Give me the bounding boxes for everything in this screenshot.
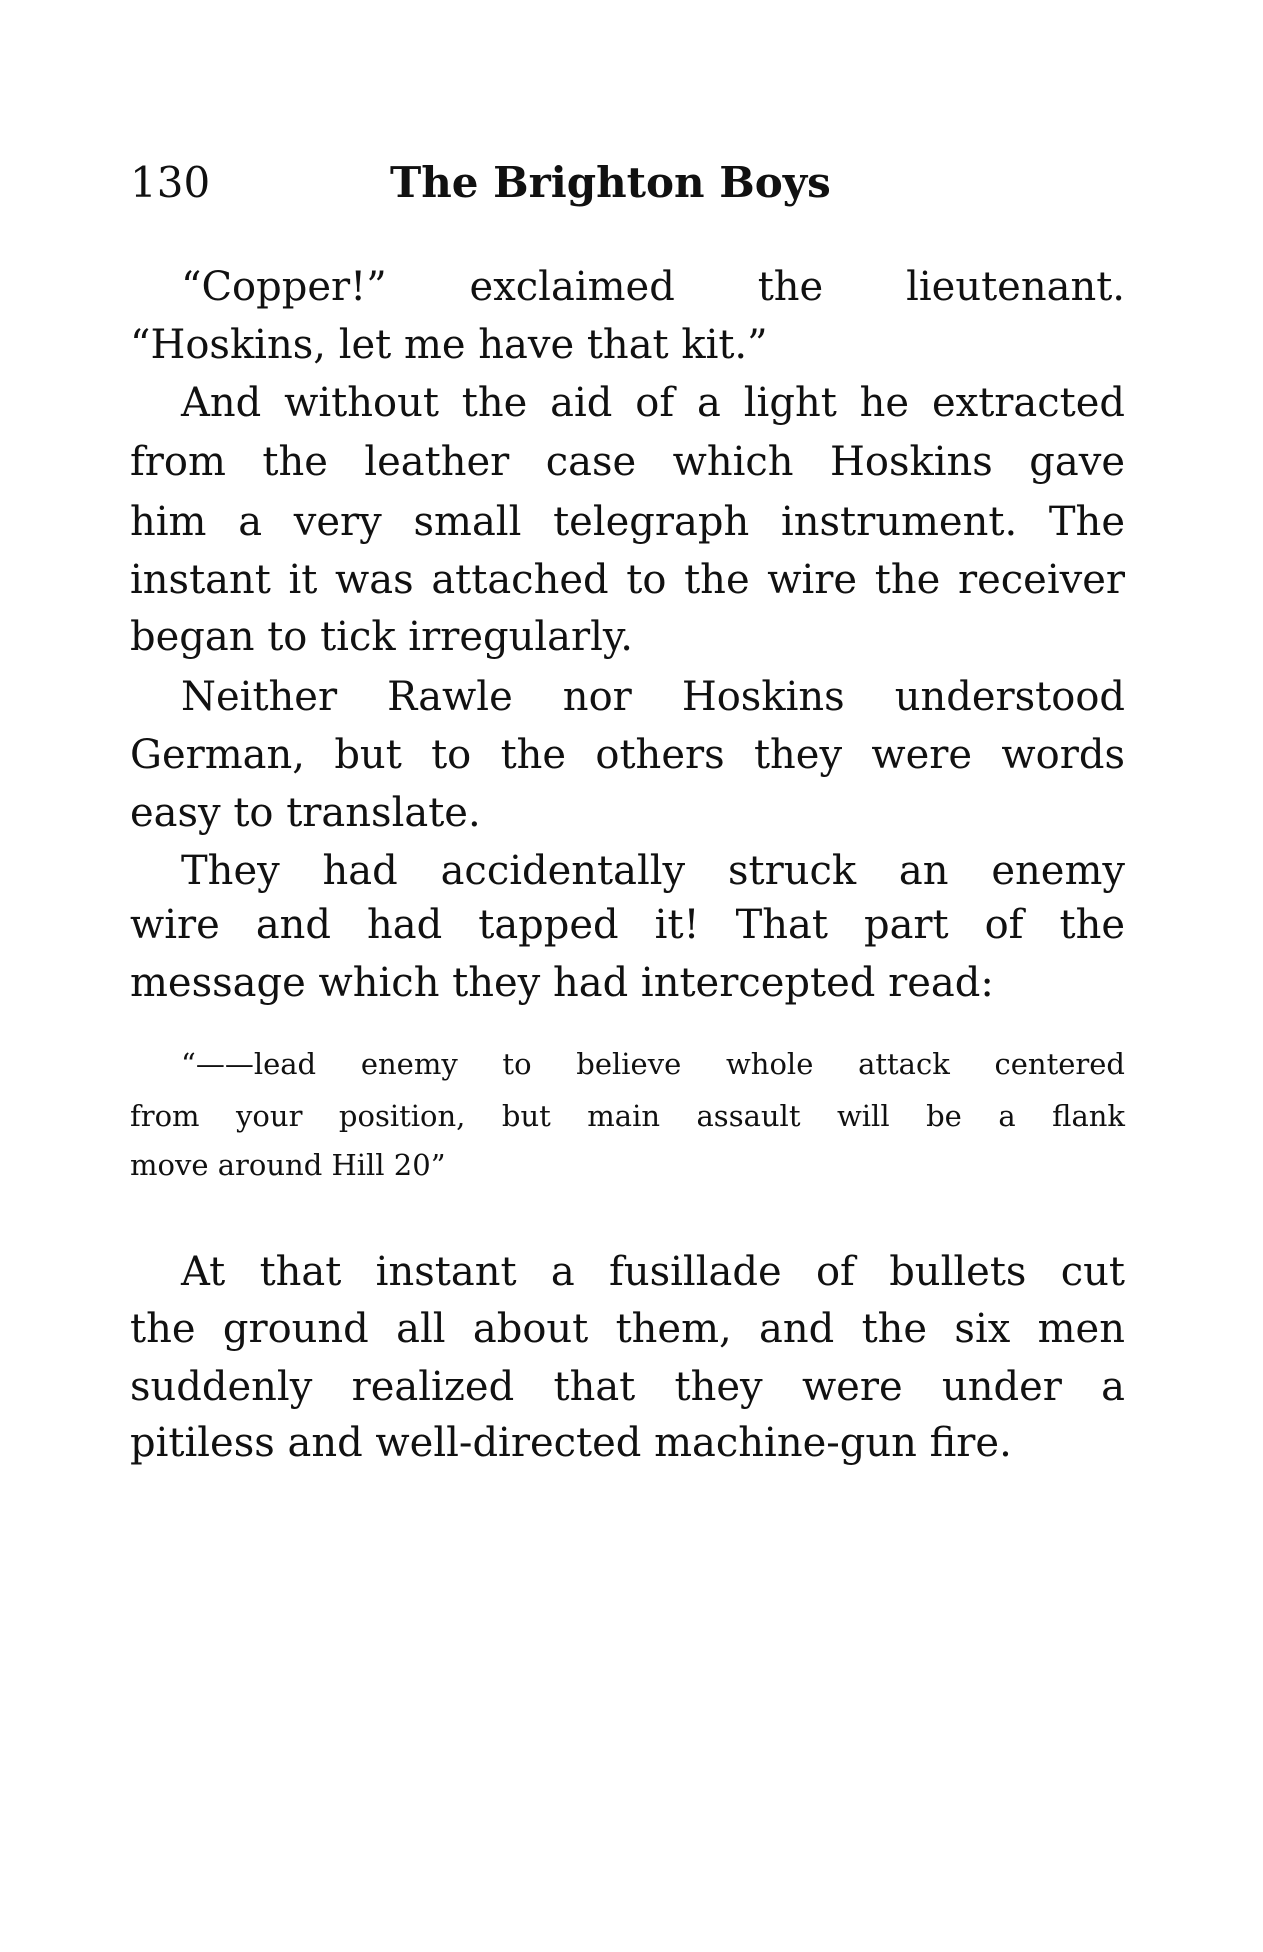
text-line: “Hoskins, let me have that kit.”: [130, 322, 768, 368]
text-line: And without the aid of a light he extracted: [181, 380, 1125, 426]
text-line: from the leather case which Hoskins gave: [130, 439, 1125, 485]
text-line: instant it was attached to the wire the receiver: [130, 557, 1125, 603]
text-line: pitiless and well-directed machine-gun fire.: [130, 1420, 1012, 1466]
text-line: began to tick irregularly.: [130, 614, 633, 660]
running-title: The Brighton Boys: [390, 158, 831, 207]
quote-line: from your position, but main assault will be a flank: [130, 1099, 1125, 1133]
text-line: easy to translate.: [130, 790, 481, 836]
quote-line: “——lead enemy to believe whole attack centered: [181, 1047, 1125, 1081]
quote-line: move around Hill 20”: [130, 1148, 446, 1182]
text-line: suddenly realized that they were under a: [130, 1364, 1125, 1410]
text-line: the ground all about them, and the six men: [130, 1306, 1125, 1352]
text-line: Neither Rawle nor Hoskins understood: [181, 674, 1125, 720]
text-line: German, but to the others they were words: [130, 732, 1125, 778]
text-line: message which they had intercepted read:: [130, 960, 994, 1006]
text-line: wire and had tapped it! That part of the: [130, 902, 1125, 948]
text-line: At that instant a fusillade of bullets cut: [181, 1249, 1125, 1295]
page-number: 130: [130, 158, 211, 207]
text-line: him a very small telegraph instrument. The: [130, 499, 1125, 545]
text-line: They had accidentally struck an enemy: [181, 848, 1125, 894]
text-line: “Copper!” exclaimed the lieutenant.: [181, 264, 1125, 310]
